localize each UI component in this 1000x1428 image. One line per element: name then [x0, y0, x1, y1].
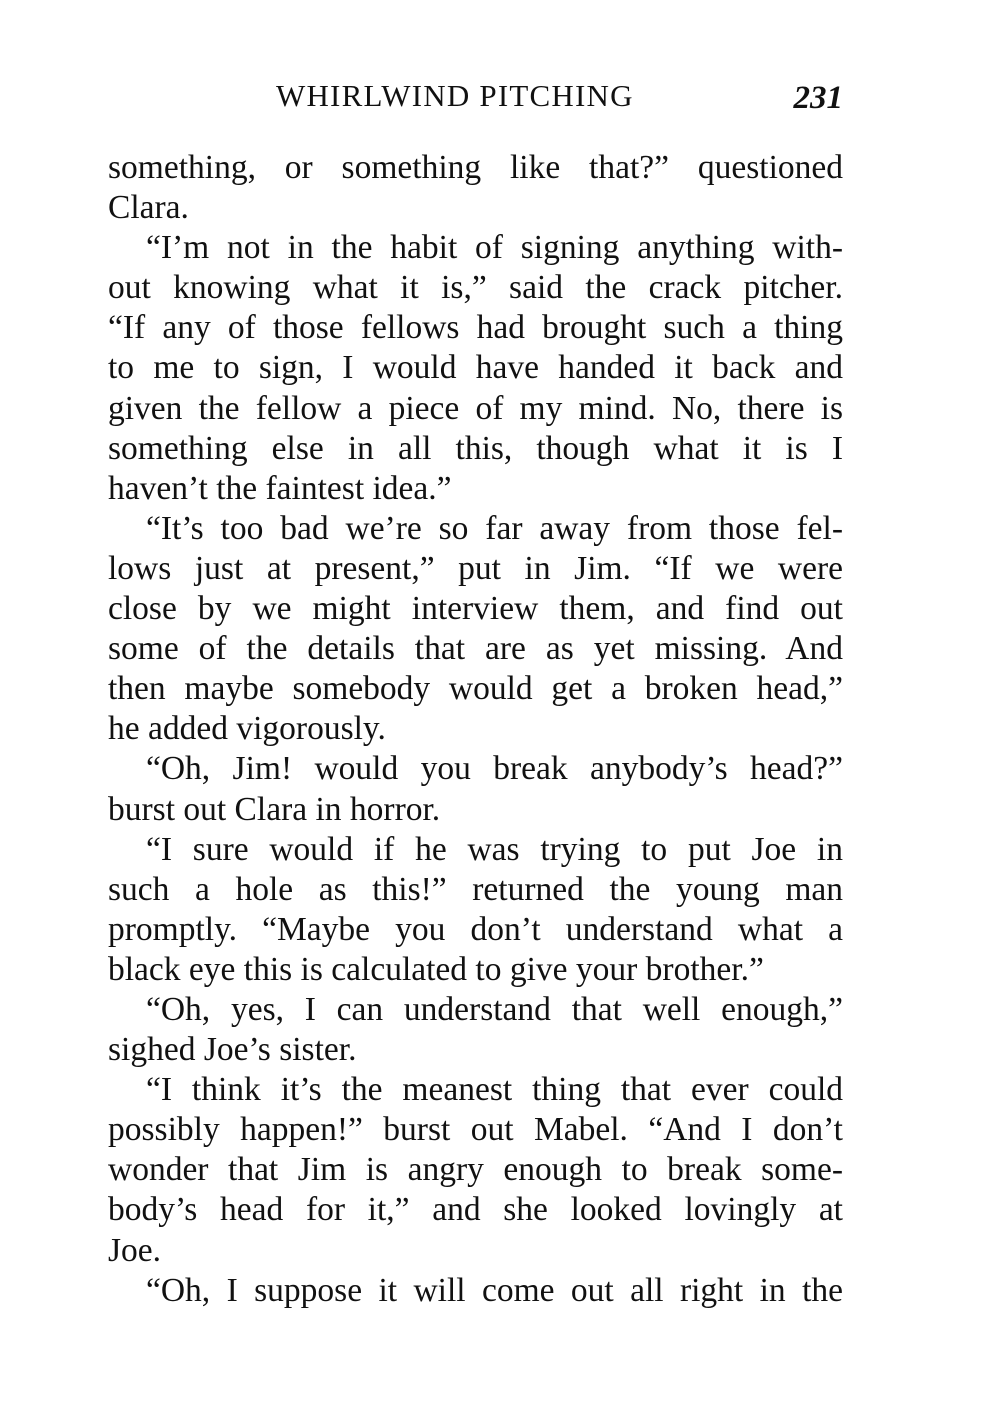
text-line: “Oh, I suppose it will come out all right in the: [146, 1271, 843, 1309]
text-line: haven’t the faintest idea.”: [108, 469, 452, 507]
text-line: such a hole as this!” returned the young man: [108, 870, 843, 908]
text-line: possibly happen!” burst out Mabel. “And I don’t: [108, 1111, 843, 1149]
text-line: “I think it’s the meanest thing that ever could: [146, 1071, 843, 1109]
text-line: he added vigorously.: [108, 710, 386, 748]
text-line: out knowing what it is,” said the crack pitcher.: [108, 269, 843, 307]
text-line: “Oh, Jim! would you break anybody’s head?”: [146, 750, 843, 788]
text-line: “I’m not in the habit of signing anything with-: [146, 229, 843, 267]
text-line: “If any of those fellows had brought such a thing: [108, 309, 843, 347]
text-line: body’s head for it,” and she looked lovingly at: [108, 1191, 843, 1229]
text-line: given the fellow a piece of my mind. No, there is: [108, 389, 843, 427]
body-text: [108, 148, 843, 1311]
text-line: black eye this is calculated to give your brother.”: [108, 950, 764, 988]
text-line: close by we might interview them, and find out: [108, 590, 843, 628]
running-title: WHIRLWIND PITCHING: [276, 78, 634, 113]
text-line: burst out Clara in horror.: [108, 790, 441, 828]
text-line: lows just at present,” put in Jim. “If we were: [108, 549, 843, 587]
page-number: 231: [793, 80, 843, 116]
text-line: “Oh, yes, I can understand that well enough,”: [146, 990, 843, 1028]
running-header: [108, 78, 843, 122]
text-line: Joe.: [108, 1231, 162, 1269]
text-line: “I sure would if he was trying to put Joe in: [146, 830, 843, 868]
text-line: to me to sign, I would have handed it back and: [108, 349, 843, 387]
text-line: some of the details that are as yet missing. And: [108, 630, 843, 668]
text-line: Clara.: [108, 189, 189, 227]
text-line: something else in all this, though what it is I: [108, 429, 843, 467]
text-line: wonder that Jim is angry enough to break some-: [108, 1151, 843, 1189]
text-line: then maybe somebody would get a broken head,”: [108, 670, 843, 708]
text-line: something, or something like that?” questioned: [108, 149, 843, 186]
text-line: promptly. “Maybe you don’t understand what a: [108, 910, 843, 948]
text-line: “It’s too bad we’re so far away from those fel-: [146, 509, 843, 547]
text-line: sighed Joe’s sister.: [108, 1031, 357, 1069]
